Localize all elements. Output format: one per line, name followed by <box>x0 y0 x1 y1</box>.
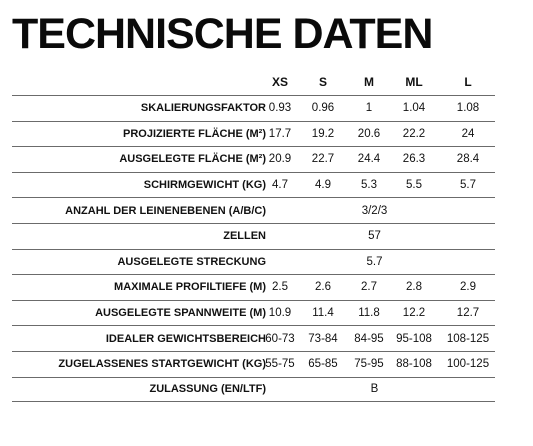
table-row <box>12 377 495 403</box>
row-label: SKALIERUNGSFAKTOR <box>140 102 266 115</box>
value-cell-m: 20.6 <box>357 127 381 140</box>
value-cell-m: 11.8 <box>358 307 380 320</box>
table-row <box>12 172 495 198</box>
row-label: SCHIRMGEWICHT (KG) <box>143 179 266 192</box>
value-cell-m: 1 <box>365 102 373 115</box>
value-cell-ml: 2.8 <box>406 281 422 294</box>
table-row <box>12 351 495 377</box>
row-label: ZUGELASSENES STARTGEWICHT (KG) <box>58 358 266 371</box>
value-cell-l: 28.4 <box>456 153 480 166</box>
value-cell-s: 4.9 <box>315 179 331 192</box>
value-cell-s: 22.7 <box>311 153 335 166</box>
value-cell-xs: 4.7 <box>272 179 288 192</box>
value-cell-s: 11.4 <box>312 307 334 320</box>
size-header-s: S <box>318 75 327 89</box>
row-label: AUSGELEGTE STRECKUNG <box>117 255 266 268</box>
page-title: TECHNISCHE DATEN <box>12 10 433 58</box>
value-cell-m: 75-95 <box>354 358 384 371</box>
table-row <box>12 95 495 121</box>
value-cell-m: 84-95 <box>354 332 384 345</box>
value-cell-s: 19.2 <box>311 127 335 140</box>
table-row <box>12 249 495 275</box>
row-label: ANZAHL DER LEINENEBENEN (A/B/C) <box>65 204 266 217</box>
row-label: ZULASSUNG (EN/LTF) <box>149 383 266 396</box>
size-header-xs: XS <box>271 75 288 89</box>
merged-value-cell: B <box>370 383 379 396</box>
table-row <box>12 325 495 351</box>
table-row <box>12 274 495 300</box>
table-row <box>12 146 495 172</box>
row-label: MAXIMALE PROFILTIEFE (M) <box>114 281 266 294</box>
value-cell-ml: 95-108 <box>396 332 432 345</box>
table-row <box>12 197 495 223</box>
value-cell-s: 65-85 <box>308 358 338 371</box>
row-label: IDEALER GEWICHTSBEREICH <box>105 332 266 345</box>
value-cell-xs: 55-75 <box>265 358 295 371</box>
value-cell-ml: 1.04 <box>402 102 426 115</box>
value-cell-ml: 5.5 <box>406 179 422 192</box>
value-cell-xs: 2.5 <box>272 281 288 294</box>
value-cell-ml: 22.2 <box>402 127 426 140</box>
row-label: ZELLEN <box>223 230 266 243</box>
value-cell-xs: 60-73 <box>265 332 295 345</box>
value-cell-xs: 0.93 <box>268 102 292 115</box>
table-row <box>12 223 495 249</box>
value-cell-l: 12.7 <box>456 307 480 320</box>
size-header-ml: ML <box>405 75 423 89</box>
value-cell-l: 100-125 <box>446 358 490 371</box>
table-row <box>12 300 495 326</box>
value-cell-m: 5.3 <box>361 179 377 192</box>
merged-value-cell: 3/2/3 <box>361 204 388 217</box>
value-cell-s: 73-84 <box>308 332 338 345</box>
value-cell-l: 5.7 <box>460 179 476 192</box>
value-cell-xs: 17.7 <box>268 127 292 140</box>
merged-value-cell: 57 <box>368 230 381 243</box>
value-cell-s: 0.96 <box>311 102 335 115</box>
table-row <box>12 121 495 147</box>
value-cell-l: 2.9 <box>460 281 476 294</box>
row-label: AUSGELEGTE FLÄCHE (M²) <box>119 153 266 166</box>
value-cell-l: 108-125 <box>446 332 490 345</box>
size-header-l: L <box>464 75 472 89</box>
value-cell-l: 24 <box>461 127 475 140</box>
value-cell-l: 1.08 <box>456 102 480 115</box>
value-cell-m: 2.7 <box>361 281 377 294</box>
row-label: AUSGELEGTE SPANNWEITE (M) <box>95 307 266 320</box>
value-cell-xs: 10.9 <box>268 307 292 320</box>
row-label: PROJIZIERTE FLÄCHE (M²) <box>123 127 266 140</box>
value-cell-m: 24.4 <box>357 153 381 166</box>
merged-value-cell: 5.7 <box>366 255 383 268</box>
value-cell-s: 2.6 <box>315 281 331 294</box>
value-cell-ml: 26.3 <box>402 153 426 166</box>
value-cell-ml: 88-108 <box>396 358 432 371</box>
size-header-m: M <box>364 75 374 89</box>
value-cell-ml: 12.2 <box>402 307 426 320</box>
value-cell-xs: 20.9 <box>268 153 292 166</box>
